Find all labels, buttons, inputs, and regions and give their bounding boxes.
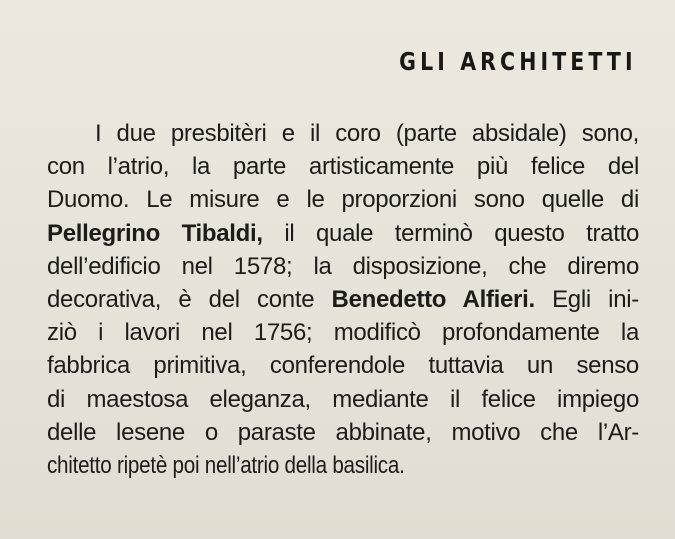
bold-name: Pellegrino Tibaldi,: [47, 219, 263, 247]
text-run: chitetto ripetè poi nell’atrio della basilica.: [47, 451, 405, 479]
text-line: [47, 349, 639, 382]
text-line: [47, 150, 639, 183]
text-run: I due presbitèri e il coro (parte absidale) sono,: [95, 120, 639, 147]
text-run: di maestosa eleganza, mediante il felice impiego: [47, 385, 639, 413]
body-text: [47, 117, 639, 482]
text-run: delle lesene o paraste abbinate, motivo che l’Ar-: [47, 418, 639, 446]
text-line: [47, 283, 639, 316]
text-run: con l’atrio, la parte artisticamente più felice del: [47, 153, 639, 181]
text-line: [47, 316, 639, 349]
text-run: il quale terminò questo tratto: [262, 219, 639, 247]
text-line: [47, 250, 639, 283]
bold-name: Benedetto Alfieri.: [331, 285, 535, 313]
text-line: [47, 217, 639, 250]
text-run: Egli ini-: [534, 285, 639, 313]
text-line: [47, 449, 639, 482]
text-line: [47, 117, 639, 150]
text-line: [47, 183, 639, 216]
text-run: Duomo. Le misure e le proporzioni sono quelle di: [47, 186, 639, 214]
text-run: decorativa, è del conte: [47, 285, 332, 313]
text-run: fabbrica primitiva, conferendole tuttavia un senso: [47, 352, 639, 380]
section-heading: GLI ARCHITETTI: [399, 47, 637, 76]
text-line: [47, 383, 639, 416]
text-run: dell’edificio nel 1578; la disposizione, che diremo: [47, 252, 639, 280]
text-run: ziò i lavori nel 1756; modificò profondamente la: [47, 319, 639, 347]
text-line: [47, 416, 639, 449]
